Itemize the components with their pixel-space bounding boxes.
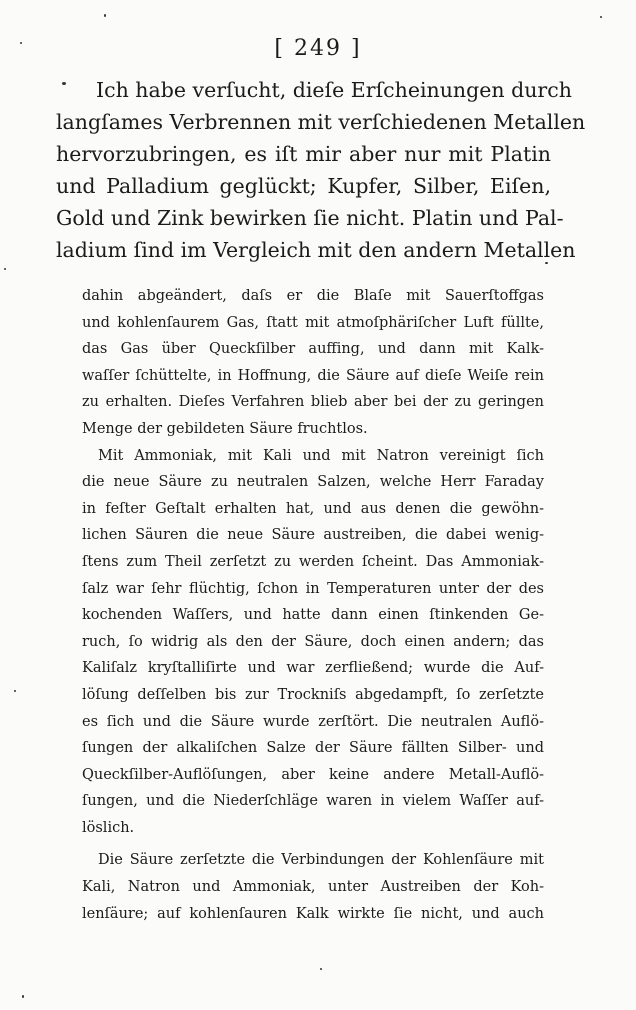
text-line: Menge der gebildeten Säure fruchtlos. bbox=[82, 420, 368, 437]
scan-speck bbox=[600, 16, 602, 18]
scan-speck bbox=[22, 995, 24, 998]
text-line: hervorzubringen, es iſt mir aber nur mit Platin bbox=[56, 142, 551, 166]
paragraph bbox=[82, 847, 544, 927]
text-line: löſung deſſelben bis zur Trockniſs abgedampft, ſo zerſetzte bbox=[82, 686, 544, 703]
scan-speck bbox=[14, 690, 16, 692]
text-line: ſungen der alkaliſchen Salze der Säure fällten Silber- und bbox=[82, 740, 544, 757]
scan-speck bbox=[320, 968, 322, 970]
text-line: waſſer ſchüttelte, in Hoffnung, die Säure auf dieſe Weiſe rein bbox=[82, 367, 544, 384]
text-line: es ſich und die Säure wurde zerſtört. Die neutralen Auflö- bbox=[82, 713, 544, 730]
text-line: und kohlenſaurem Gas, ſtatt mit atmoſphäriſcher Luft füllte, bbox=[82, 314, 544, 331]
text-line: das Gas über Queckſilber auffing, und dann mit Kalk- bbox=[82, 341, 544, 358]
text-line: Ich habe verſucht, dieſe Erſcheinungen durch bbox=[96, 78, 572, 102]
text-line: kochenden Waſſers, und hatte dann einen ſtinkenden Ge- bbox=[82, 607, 544, 624]
scan-speck bbox=[545, 262, 548, 264]
scan-speck bbox=[4, 268, 6, 270]
paragraph bbox=[82, 443, 544, 842]
text-line: Gold und Zink bewirken ſie nicht. Platin und Pal- bbox=[56, 206, 564, 230]
text-line: Kaliſalz kryſtalliſirte und war zerfließend; wurde die Auf- bbox=[82, 660, 544, 677]
text-line: ſalz war ſehr flüchtig, ſchon in Temperaturen unter der des bbox=[82, 580, 544, 597]
text-line: ſtens zum Theil zerſetzt zu werden ſcheint. Das Ammoniak- bbox=[82, 553, 544, 570]
paragraph bbox=[82, 283, 544, 443]
text-line: Mit Ammoniak, mit Kali und mit Natron vereinigt ſich bbox=[98, 447, 544, 464]
text-line: die neue Säure zu neutralen Salzen, welche Herr Faraday bbox=[82, 474, 544, 491]
small-type-text bbox=[82, 283, 544, 927]
text-line: ladium ſind im Vergleich mit den andern Metallen bbox=[56, 238, 576, 262]
text-line: Die Säure zerſetzte die Verbindungen der Kohlenſäure mit bbox=[98, 852, 544, 869]
text-line: Queckſilber-Auflöſungen, aber keine andere Metall-Auflö- bbox=[82, 766, 544, 783]
text-line: und Palladium geglückt; Kupfer, Silber, Eiſen, bbox=[56, 174, 551, 198]
scan-speck bbox=[104, 14, 106, 17]
scan-speck bbox=[20, 42, 22, 44]
text-line: in feſter Geſtalt erhalten hat, und aus denen die gewöhn- bbox=[82, 500, 544, 517]
text-line: löslich. bbox=[82, 819, 135, 836]
text-line: dahin abgeändert, daſs er die Blaſe mit Sauerſtoffgas bbox=[82, 288, 544, 304]
large-type-paragraph bbox=[56, 74, 586, 266]
text-line: ſungen, und die Niederſchläge waren in vielem Waſſer auf- bbox=[82, 793, 544, 810]
text-line: lenſäure; auf kohlenſauren Kalk wirkte ſie nicht, und auch bbox=[82, 905, 544, 922]
text-line: langſames Verbrennen mit verſchiedenen Metallen bbox=[56, 110, 586, 134]
text-line: lichen Säuren die neue Säure austreiben, die dabei wenig- bbox=[82, 527, 544, 544]
text-line: Kali, Natron und Ammoniak, unter Austreiben der Koh- bbox=[82, 879, 544, 896]
text-line: ruch, ſo widrig als den der Säure, doch einen andern; das bbox=[82, 633, 544, 650]
text-line: zu erhalten. Dieſes Verfahren blieb aber bei der zu geringen bbox=[82, 394, 544, 411]
page-number: [ 249 ] bbox=[274, 36, 362, 61]
scan-speck bbox=[62, 82, 66, 85]
